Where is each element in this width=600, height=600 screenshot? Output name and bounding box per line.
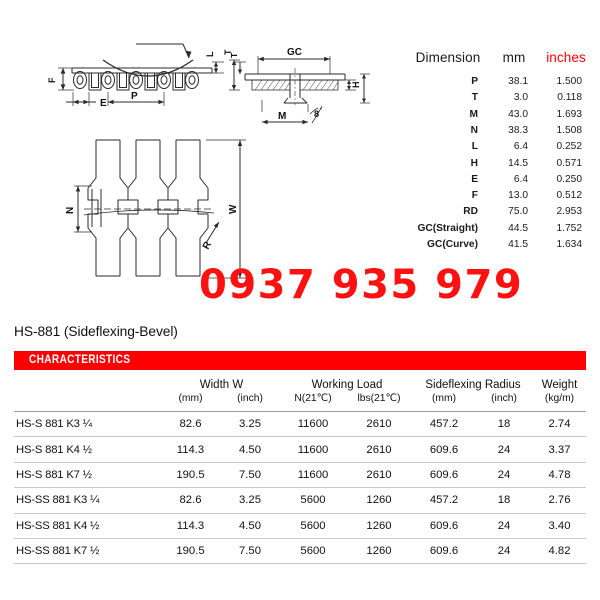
dimension-mm: 3.0 [513, 92, 528, 104]
dimension-inch: 0.571 [556, 157, 582, 169]
dimension-mm: 6.4 [513, 173, 528, 185]
svg-text:N: N [65, 206, 76, 214]
weight: 2.76 [533, 488, 586, 513]
dimension-mm: 43.0 [508, 108, 528, 120]
sideflexing-radius-group-header: Sideflexing Radius [425, 379, 521, 391]
radius-inch: 24 [475, 538, 533, 563]
unit-header-row [14, 392, 586, 412]
table-row [404, 123, 596, 139]
dimension-label: P [471, 76, 478, 88]
svg-text:T: T [223, 49, 233, 55]
svg-text:E: E [100, 98, 107, 109]
part-number: HS-SS 881 K4 ½ [14, 513, 162, 538]
svg-text:°: ° [320, 108, 323, 114]
weight: 3.37 [533, 437, 586, 462]
radius-inch: 18 [475, 488, 533, 513]
weight: 4.82 [533, 538, 586, 563]
width-inch: 7.50 [219, 462, 281, 487]
dimension-mm: 14.5 [508, 157, 528, 169]
dimension-inch: 1.693 [556, 108, 582, 120]
part-unit-header [14, 392, 162, 412]
dimension-mm: 6.4 [513, 141, 528, 153]
dimension-mm: 41.5 [508, 239, 528, 251]
radius-mm: 457.2 [413, 488, 475, 513]
width-mm: 114.3 [162, 513, 219, 538]
width-group-header: Width W [199, 379, 244, 391]
mm-col-header: mm [502, 50, 526, 65]
dimension-label: T [471, 92, 478, 104]
load-n: 11600 [281, 437, 345, 462]
dimension-table-header-row [404, 50, 596, 74]
load-lbs: 2610 [345, 412, 413, 437]
svg-text:8: 8 [314, 109, 320, 119]
load-lbs: 1260 [345, 513, 413, 538]
width-inch: 3.25 [219, 412, 281, 437]
characteristics-table [14, 373, 586, 564]
table-row [14, 513, 586, 538]
dimension-table-grid [404, 50, 596, 253]
part-number: HS-S 881 K7 ½ [14, 462, 162, 487]
side-view [47, 44, 240, 109]
table-row [404, 107, 596, 123]
radius-mm-unit-header: (mm) [431, 392, 456, 404]
radius-mm: 457.2 [413, 412, 475, 437]
table-row [14, 462, 586, 487]
dimension-label: M [469, 108, 478, 120]
dimension-mm: 75.0 [508, 206, 528, 218]
dimension-label: L [471, 141, 478, 153]
load-lbs: 1260 [345, 538, 413, 563]
weight-group-header: Weight [541, 379, 578, 391]
part-group-header [14, 373, 162, 392]
characteristics-bar [14, 351, 586, 370]
inches-col-header: inches [546, 50, 586, 65]
table-row [404, 74, 596, 90]
dimension-inch: 0.252 [556, 141, 582, 153]
width-mm: 190.5 [162, 462, 219, 487]
radius-inch: 24 [475, 513, 533, 538]
table-row [404, 139, 596, 155]
dimension-inch: 2.953 [556, 206, 582, 218]
load-n-unit-header: N(21℃) [294, 393, 332, 404]
characteristics-bar-label: CHARACTERISTICS [29, 353, 131, 366]
svg-text:R: R [200, 239, 215, 252]
group-header-row [14, 373, 586, 392]
table-row [14, 538, 586, 563]
radius-inch: 24 [475, 462, 533, 487]
dimension-inch: 1.752 [556, 222, 582, 234]
table-row [14, 412, 586, 437]
svg-text:M: M [278, 111, 287, 122]
width-mm-unit-header: (mm) [178, 392, 203, 404]
load-lbs-unit-header: lbs(21℃) [357, 393, 401, 404]
svg-text:W: W [228, 204, 239, 214]
weight: 3.40 [533, 513, 586, 538]
svg-text:L: L [205, 51, 215, 57]
svg-text:H: H [351, 81, 361, 88]
part-number: HS-SS 881 K7 ½ [14, 538, 162, 563]
dimension-inch: 0.512 [556, 190, 582, 202]
dimension-label: E [471, 173, 478, 185]
table-row [404, 204, 596, 220]
table-row [404, 172, 596, 188]
table-row [14, 488, 586, 513]
dimension-inch: 0.118 [557, 92, 582, 104]
dimension-inch: 1.508 [556, 124, 582, 136]
table-row [404, 237, 596, 253]
width-mm: 190.5 [162, 538, 219, 563]
dimension-mm: 44.5 [508, 222, 528, 234]
width-inch: 4.50 [219, 513, 281, 538]
load-lbs: 2610 [345, 462, 413, 487]
dimension-inch: 1.500 [556, 76, 582, 88]
radius-inch: 24 [475, 437, 533, 462]
table-row [404, 90, 596, 106]
dimension-table [404, 50, 596, 253]
dimension-label: F [471, 190, 478, 202]
svg-text:P: P [131, 91, 138, 102]
weight-unit-header: (kg/m) [544, 392, 575, 404]
table-row [14, 437, 586, 462]
dimension-label: H [470, 157, 478, 169]
part-number: HS-SS 881 K3 ¼ [14, 488, 162, 513]
page-title: HS-881 (Sideflexing-Bevel) [14, 324, 178, 339]
load-lbs: 2610 [345, 437, 413, 462]
width-inch-unit-header: (inch) [237, 392, 263, 404]
radius-inch-unit-header: (inch) [491, 392, 517, 404]
working-load-group-header: Working Load [311, 379, 383, 391]
dimension-inch: 1.634 [556, 239, 582, 251]
table-row [404, 188, 596, 204]
svg-text:F: F [47, 77, 57, 83]
width-mm: 82.6 [162, 412, 219, 437]
dimension-label: GC(Straight) [417, 222, 478, 234]
load-n: 5600 [281, 488, 345, 513]
plan-view [65, 140, 246, 278]
width-inch: 3.25 [219, 488, 281, 513]
dimension-col-header: Dimension [415, 50, 481, 65]
dimension-mm: 38.1 [508, 76, 528, 88]
width-mm: 82.6 [162, 488, 219, 513]
dimension-label: RD [463, 206, 478, 218]
dimension-table-body [404, 74, 596, 253]
dimension-inch: 0.250 [556, 173, 582, 185]
width-mm: 114.3 [162, 437, 219, 462]
svg-text:T: T [229, 52, 239, 58]
width-inch: 4.50 [219, 437, 281, 462]
dimension-label: GC(Curve) [427, 239, 478, 251]
section-view [229, 47, 370, 124]
load-n: 5600 [281, 538, 345, 563]
load-n: 11600 [281, 412, 345, 437]
phone-watermark: 0937 935 979 [199, 262, 524, 308]
table-row [404, 221, 596, 237]
radius-mm: 609.6 [413, 462, 475, 487]
dimension-mm: 38.3 [508, 124, 528, 136]
weight: 2.74 [533, 412, 586, 437]
width-inch: 7.50 [219, 538, 281, 563]
radius-inch: 18 [475, 412, 533, 437]
load-n: 5600 [281, 513, 345, 538]
dimension-mm: 13.0 [508, 190, 528, 202]
svg-text:GC: GC [287, 47, 302, 58]
characteristics-table-body [14, 412, 586, 564]
radius-mm: 609.6 [413, 513, 475, 538]
dimension-label: N [470, 124, 478, 136]
part-number: HS-S 881 K4 ½ [14, 437, 162, 462]
table-row [404, 155, 596, 171]
part-number: HS-S 881 K3 ¼ [14, 412, 162, 437]
radius-mm: 609.6 [413, 538, 475, 563]
weight: 4.78 [533, 462, 586, 487]
radius-mm: 609.6 [413, 437, 475, 462]
load-n: 11600 [281, 462, 345, 487]
load-lbs: 1260 [345, 488, 413, 513]
